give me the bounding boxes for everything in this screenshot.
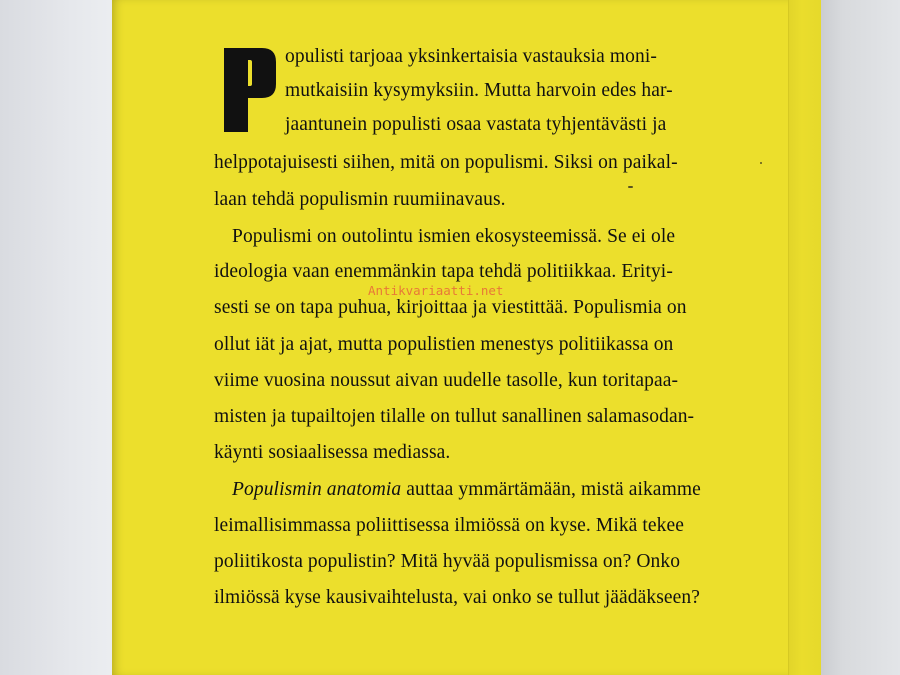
- book-spine-edge: [788, 0, 821, 675]
- book-title-italic: Populismin anatomia: [232, 479, 402, 500]
- p1-line-2: mutkaisiin kysymyksiin. Mutta harvoin edes har-: [285, 80, 673, 101]
- p3-line-4: ilmiössä kyse kausivaihtelusta, vai onko se tullut jäädäkseen?: [214, 587, 701, 608]
- p2-line-7: käynti sosiaalisessa mediassa.: [214, 442, 451, 463]
- p3-line-1: [232, 479, 701, 501]
- p3-line-3: poliitikosta populistin? Mitä hyvää populismissa on? Onko: [214, 551, 681, 572]
- p2-line-6: misten ja tupailtojen tilalle on tullut sanallinen salamasodan-: [214, 406, 695, 427]
- p3-line-2: leimallisimmassa poliittisessa ilmiössä on kyse. Mikä tekee: [214, 515, 685, 536]
- drop-cap-p: [220, 46, 278, 134]
- p1-line-4: helppotajuisesti siihen, mitä on populismi. Siksi on paikal-: [214, 152, 678, 173]
- background-right: [818, 0, 900, 675]
- p2-line-1: Populismi on outolintu ismien ekosysteemissä. Se ei ole: [232, 226, 676, 247]
- p1-line-1: opulisti tarjoaa yksinkertaisia vastauksia moni-: [285, 46, 657, 67]
- p2-line-5: viime vuosina noussut aivan uudelle tasolle, kun toritapaa-: [214, 370, 679, 391]
- speck: [628, 186, 633, 188]
- p2-line-4: ollut iät ja ajat, mutta populistien menestys politiikassa on: [214, 334, 674, 355]
- p2-line-3: sesti se on tapa puhua, kirjoittaa ja viestittää. Populismia on: [214, 297, 687, 318]
- p1-line-3: jaantunein populisti osaa vastata tyhjentävästi ja: [285, 114, 667, 135]
- p2-line-2: ideologia vaan enemmänkin tapa tehdä politiikkaa. Erityi-: [214, 261, 673, 282]
- speck: [760, 162, 762, 164]
- p1-line-5: laan tehdä populismin ruumiinavaus.: [214, 189, 506, 210]
- watermark: Antikvariaatti.net: [368, 283, 504, 298]
- p3-line-1-rest: auttaa ymmärtämään, mistä aikamme: [401, 479, 701, 500]
